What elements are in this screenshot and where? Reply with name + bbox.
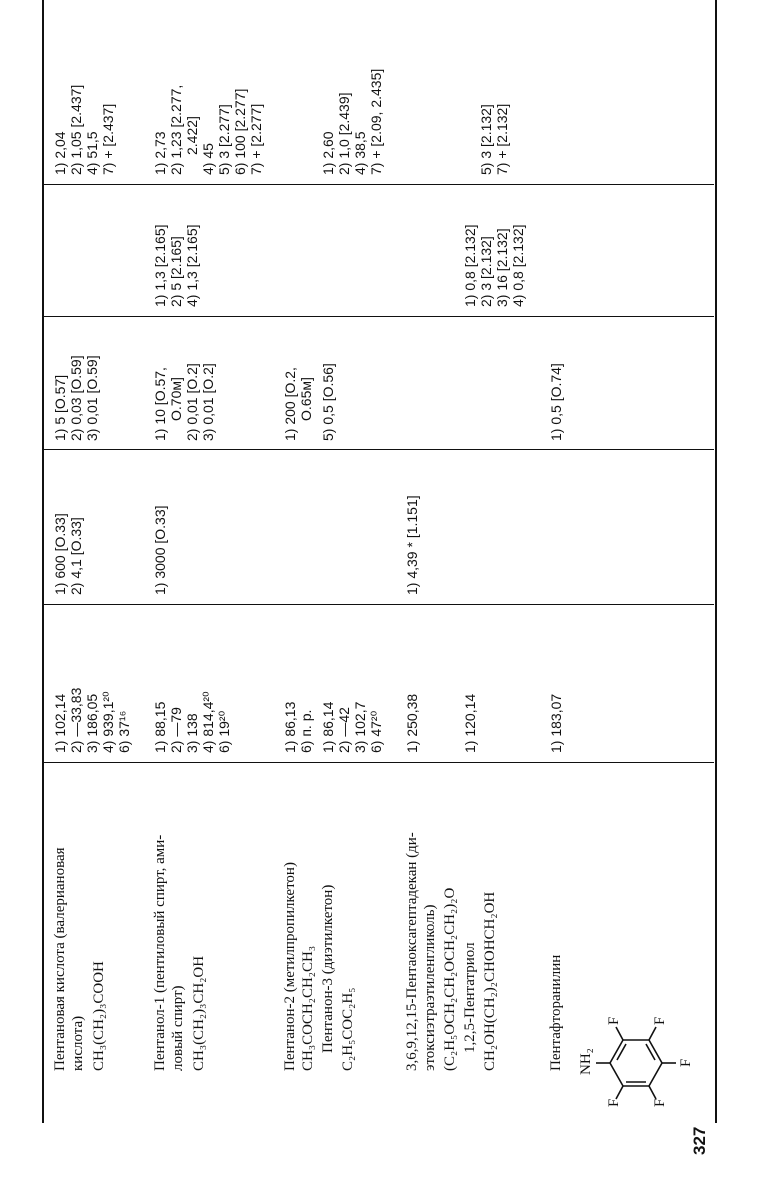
fluorine-label: F (606, 1016, 622, 1025)
data-value: 2) 1,0 [2.439] (336, 92, 352, 175)
data-value: 6) 19²⁰ (216, 710, 232, 753)
data-value: 2) 5 [2.165] (168, 236, 184, 307)
data-value: 1) 0,5 [O.74] (548, 363, 564, 441)
substance-name: ловый спирт) (170, 985, 186, 1071)
substance-name: Пентанол-1 (пентиловый спирт, ами- (152, 834, 168, 1071)
data-value: 6) 100 [2.277] (232, 88, 248, 175)
data-value: 2.422] (184, 116, 200, 155)
data-value: 4) 38,5 (352, 131, 368, 175)
data-value: 1) 86,13 (282, 701, 298, 753)
data-value: 2) 0,01 [O.2] (184, 363, 200, 441)
data-value: 4) 45 (200, 143, 216, 175)
data-value: 4) 51,5 (84, 131, 100, 175)
data-value: 4) 1,3 [2.165] (184, 224, 200, 307)
data-value: 2) —33,83 (68, 687, 84, 753)
data-value: 1) 183,07 (548, 693, 564, 753)
data-value: 1) 1,3 [2.165] (152, 224, 168, 307)
substance-formula: CH₃(CH₂)₃CH₂OH (191, 955, 207, 1071)
column-divider-4 (42, 316, 714, 317)
column-divider-1 (42, 762, 714, 763)
data-value: 1) 3000 [O.33] (152, 505, 168, 595)
data-value: 2) 1,23 [2.277, (168, 84, 184, 175)
data-value: 6) п. р. (298, 709, 314, 753)
substance-name: Пентафторанилин (548, 954, 564, 1071)
top-rule (42, 0, 44, 1123)
data-value: 3) 138 (184, 713, 200, 753)
bottom-rule (715, 0, 717, 1123)
data-value: 6) 37¹⁶ (116, 710, 132, 753)
data-value: 3) 0,01 [O.2] (200, 363, 216, 441)
data-value: 1) 250,38 (404, 693, 420, 753)
data-value: 1) 200 [O.2, (282, 367, 298, 441)
fluorine-label: F (652, 1016, 668, 1025)
substance-name: 3,6,9,12,15-Пентаоксагептадекан (ди- (404, 832, 420, 1071)
data-value: 6) 47²⁰ (368, 710, 384, 753)
data-value: 4) 814,4²⁰ (200, 691, 216, 753)
substance-formula: CH₂OH(CH₂)₂CHOHCH₂OH (482, 891, 498, 1071)
data-value: 4) 939,1²⁰ (100, 691, 116, 753)
column-divider-2 (42, 604, 714, 605)
data-value: O.65м] (298, 377, 314, 421)
substance-name: Пентановая кислота (валериановая (52, 847, 68, 1071)
data-value: 7) + [2.437] (100, 103, 116, 175)
data-value: 1) 5 [O.57] (52, 374, 68, 441)
data-value: 3) 0,01 [O.59] (84, 355, 100, 441)
data-value: 1) 2,60 (320, 131, 336, 175)
data-value: 3) 186,05 (84, 693, 100, 753)
substance-formula: CH₃COCH₂CH₂CH₃ (300, 945, 316, 1071)
column-divider-3 (42, 449, 714, 450)
data-value: 1) 102,14 (52, 693, 68, 753)
fluorine-label: F (678, 1058, 694, 1067)
data-value: 1) 2,73 (152, 131, 168, 175)
data-value: 4) 0,8 [2.132] (510, 224, 526, 307)
data-value: 7) + [2.277] (248, 103, 264, 175)
data-value: 5) 3 [2.277] (216, 104, 232, 175)
data-value: 1) 2,04 (52, 131, 68, 175)
data-value: 3) 102,7 (352, 701, 368, 753)
substance-name: кислота) (70, 1015, 86, 1071)
fluorine-label: F (652, 1098, 668, 1107)
substance-formula: C₂H₅COC₂H₅ (340, 987, 356, 1071)
data-value: 2) 0,03 [O.59] (68, 355, 84, 441)
substance-formula: CH₃(CH₂)₃COOH (91, 961, 107, 1071)
substance-formula: (C₂H₅OCH₂CH₂OCH₂CH₂)₂O (442, 887, 458, 1071)
data-value: 2) 3 [2.132] (478, 236, 494, 307)
data-value: 2) 4,1 [O.33] (68, 517, 84, 595)
page-number: 327 (690, 1126, 709, 1155)
column-divider-5 (42, 184, 714, 185)
substance-name: Пентанон-3 (диэтилкетон) (320, 884, 336, 1053)
data-value: 5) 0,5 [O.56] (320, 363, 336, 441)
substance-name: Пентанон-2 (метилпропилкетон) (282, 862, 298, 1071)
data-value: 2) —79 (168, 707, 184, 753)
substance-name: этоксиэтраэтиленгликоль) (422, 904, 438, 1071)
data-value: 1) 88,15 (152, 701, 168, 753)
data-value: 2) —42 (336, 707, 352, 753)
data-value: 5) 3 [2.132] (478, 104, 494, 175)
data-value: 7) + [2.132] (494, 103, 510, 175)
fluorine-label: F (606, 1098, 622, 1107)
data-value: 3) 16 [2.132] (494, 228, 510, 307)
data-value: 1) 120,14 (462, 693, 478, 753)
data-value: 1) 4,39 * [1.151] (404, 495, 420, 595)
data-value: O.70м] (168, 377, 184, 421)
data-value: 1) 0,8 [2.132] (462, 224, 478, 307)
data-value: 1) 600 [O.33] (52, 513, 68, 595)
data-value: 1) 10 [O.57, (152, 367, 168, 441)
substance-name: 1,2,5-Пентатриол (462, 942, 478, 1053)
amino-group-label: NH₂ (578, 1048, 594, 1075)
data-value: 1) 86,14 (320, 701, 336, 753)
data-value: 2) 1,05 [2.437] (68, 84, 84, 175)
data-value: 7) + [2.09, 2.435] (368, 68, 384, 175)
